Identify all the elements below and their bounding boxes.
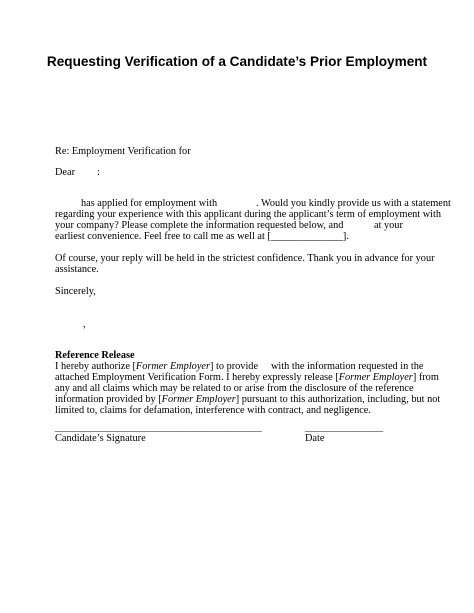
para1-line4: earliest convenience. Feel free to call me as well at [______________]. (55, 231, 349, 242)
re-line: Re: Employment Verification for (55, 146, 191, 157)
reference-line2a: attached Employment Verification Form. I hereby expressly release [ (55, 372, 339, 383)
former-employer-3: Former Employer (161, 394, 236, 405)
signature-label: Candidate’s Signature (55, 433, 146, 444)
salutation-colon: : (97, 167, 100, 178)
closing: Sincerely, (55, 286, 96, 297)
para1-line2: regarding your experience with this applicant during the applicant’s term of employment with (55, 209, 442, 220)
reference-line4c: ] pursuant to this authorization, including, but not (235, 394, 441, 405)
date-line: _________________ (305, 423, 384, 433)
signature-comma: , (83, 319, 86, 330)
former-employer-2: Former Employer (338, 372, 413, 383)
para1-line3b: at your (374, 220, 403, 231)
signature-line: _____________________________________________ (55, 423, 262, 433)
reference-line1c: ] to provide (209, 361, 259, 372)
reference-line3: any and all claims which may be related to or arise from the disclosure of the reference (55, 383, 414, 394)
reference-line4a: information provided by [ (55, 394, 162, 405)
former-employer-1: Former Employer (135, 361, 210, 372)
reference-line1a: I hereby authorize [ (55, 361, 136, 372)
reference-line1d: with the information requested in the (271, 361, 424, 372)
para2-line1: Of course, your reply will be held in the strictest confidence. Thank you in advance for your (55, 253, 435, 264)
document-title: Requesting Verification of a Candidate’s Prior Employment (46, 54, 428, 69)
salutation: Dear (55, 167, 76, 178)
date-label: Date (305, 433, 325, 444)
reference-heading: Reference Release (55, 350, 135, 361)
para2-line2: assistance. (55, 264, 99, 275)
reference-line5: limited to, claims for defamation, interference with contract, and negligence. (55, 405, 371, 416)
para1-line3a: your company? Please complete the information requested below, and (55, 220, 344, 231)
reference-line2c: ] from (412, 372, 439, 383)
para1-line1b: . Would you kindly provide us with a statement (256, 198, 451, 209)
para1-line1a: has applied for employment with (81, 198, 218, 209)
